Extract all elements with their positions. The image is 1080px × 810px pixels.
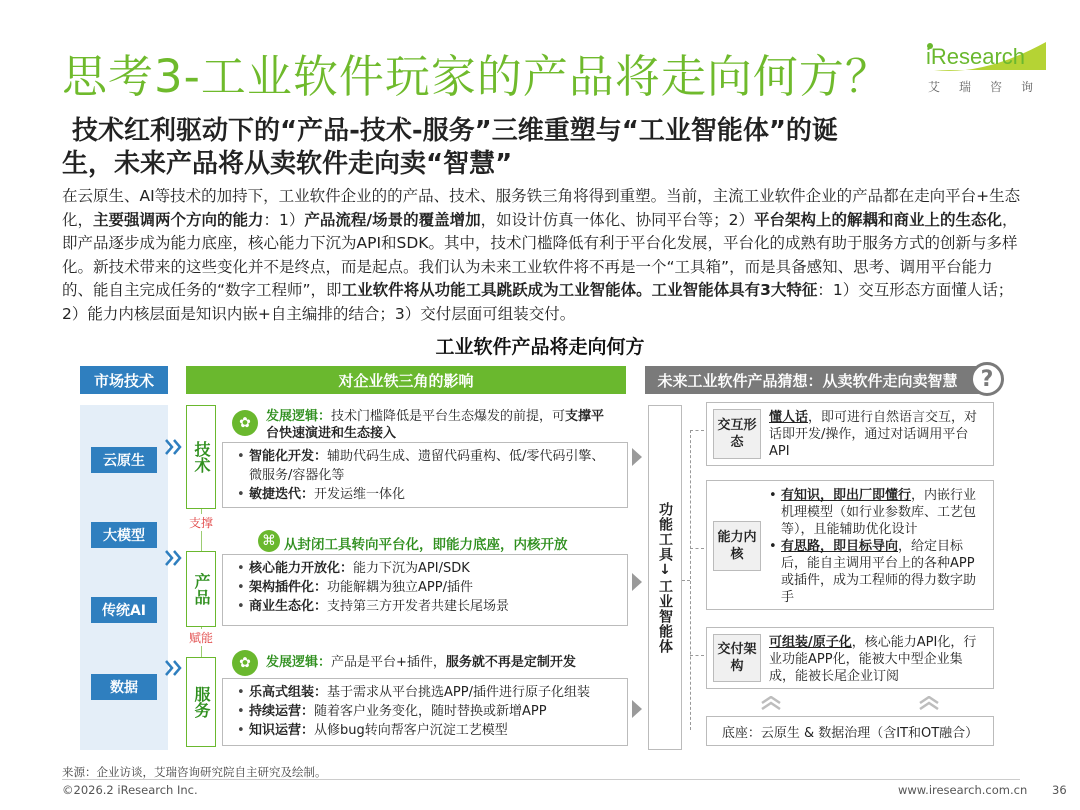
bullet-bold: 持续运营：: [249, 704, 315, 719]
future-base-box: 底座：云原生 & 数据治理（含IT和OT融合）: [706, 716, 994, 746]
body-bold-3: 平台架构上的解耦和商业上的生态化: [753, 210, 1002, 229]
future-interaction-bold: 懂人话: [769, 410, 809, 425]
market-item-data: 数据: [91, 674, 157, 700]
subtitle-line-1: 技术红利驱动下的“产品-技术-服务”三维重塑与“工业智能体”的诞: [72, 116, 838, 146]
stage-service: [186, 657, 216, 747]
future-delivery-label: 交付架构: [713, 634, 761, 682]
market-item-llm: 大模型: [91, 522, 157, 548]
bullet-bold: 乐高式组装：: [249, 685, 328, 700]
list-item: [237, 683, 617, 702]
stage-product-label: 产品: [192, 573, 211, 605]
bracket-arrow: [682, 580, 690, 581]
service-logic-body: 产品是平台+插件，: [331, 655, 446, 670]
bullet-text: 功能解耦为独立APP/插件: [327, 580, 473, 595]
double-chevron-icon: [164, 437, 184, 457]
transformation-label: 功能工具↓工业智能体: [657, 501, 673, 654]
header-impact: 对企业铁三角的影响: [186, 366, 626, 394]
header-future-label: 未来工业软件产品猜想：从卖软件走向卖智慧: [657, 371, 958, 390]
brain-icon: ✿: [232, 650, 258, 676]
future-core-text: [769, 487, 985, 606]
svg-text:iResearch: iResearch: [926, 44, 1026, 69]
iresearch-logo-icon: [924, 40, 1048, 74]
stage-tech: [186, 405, 216, 509]
brain-icon: ✿: [232, 410, 258, 436]
future-interaction-text: [769, 409, 985, 460]
future-interaction-body: ，即可进行自然语言交互，对话即开发/操作，通过对话调用平台API: [769, 410, 978, 459]
arrow-right-icon: [632, 448, 642, 466]
tech-bullets-box: [222, 442, 628, 508]
core-item-bold: 有思路，即目标导向: [781, 539, 899, 554]
stage-service-label: 服务: [192, 686, 211, 718]
body-paragraph: [62, 185, 1022, 326]
bullet-text: 支持第三方开发者共建长尾场景: [327, 599, 510, 614]
bullet-bold: 商业生态化：: [249, 599, 328, 614]
tech-logic-bold: 支撑平台快速演进和生态接入: [266, 409, 605, 441]
stage-link-enable: 赋能: [189, 631, 214, 645]
future-delivery-body: ，核心能力API化，行业功能APP化，能被大中型企业集成，能被长尾企业订阅: [769, 635, 977, 684]
bullet-bold: 架构插件化：: [249, 580, 328, 595]
body-text-2: ：1）: [263, 210, 305, 229]
core-item-text: ，给定目标后，能自主调用平台上的各种APP或插件，成为工程师的得力数字助手: [781, 539, 977, 605]
bracket-line: [690, 430, 691, 730]
future-delivery-bold: 可组装/原子化: [769, 635, 852, 650]
tech-logic-text: [266, 408, 616, 442]
future-core-list: [769, 487, 985, 606]
future-core-box: [706, 480, 994, 610]
list-item: [237, 447, 617, 485]
header-future: [645, 366, 1000, 394]
bullet-text: 辅助代码生成、遗留代码重构、低/零代码引擎、微服务/容器化等: [249, 449, 605, 483]
double-chevron-icon: [164, 548, 184, 568]
chevron-up-icon: [760, 696, 782, 710]
bullet-bold: 敏捷迭代：: [249, 487, 315, 502]
body-bold-4: 工业软件将从功能工具跳跃成为工业智能体。工业智能体具有3大特征: [341, 281, 818, 299]
bracket-arrow: [690, 430, 704, 431]
service-logic-text: [266, 654, 616, 671]
question-icon: ?: [970, 362, 1004, 396]
market-item-cloud-native: 云原生: [91, 447, 157, 473]
product-bullets-box: [222, 554, 628, 626]
list-item: [769, 487, 985, 538]
double-chevron-icon: [164, 658, 184, 678]
chevron-up-icon: [918, 696, 940, 710]
core-item-bold: 有知识，即出厂即懂行: [781, 488, 912, 503]
page-title: 思考3-工业软件玩家的产品将走向何方？: [62, 50, 891, 103]
list-item: [237, 702, 617, 721]
list-item: [769, 538, 985, 606]
list-item: [237, 578, 617, 597]
stage-link-support: 支撑: [189, 516, 214, 530]
list-item: [237, 559, 617, 578]
tech-logic-label: 发展逻辑：: [266, 409, 332, 424]
future-interaction-label: 交互形态: [713, 409, 761, 459]
tech-bullet-list: [223, 443, 627, 508]
source-note: 来源：企业访谈，艾瑞咨询研究院自主研究及绘制。: [62, 765, 327, 779]
product-bullet-list: [223, 555, 627, 620]
bullet-text: 基于需求从平台挑选APP/插件进行原子化组装: [327, 685, 590, 700]
list-item: [237, 597, 617, 616]
bullet-text: 随着客户业务变化，随时替换或新增APP: [314, 704, 547, 719]
logo-subtitle: 艾瑞咨询: [928, 80, 1053, 94]
bracket-arrow: [690, 548, 704, 549]
bullet-bold: 核心能力开放化：: [249, 561, 354, 576]
arrow-right-icon: [632, 700, 642, 718]
market-item-traditional-ai: 传统AI: [91, 597, 157, 623]
website-link[interactable]: www.iresearch.com.cn: [898, 783, 1028, 797]
bracket-arrow: [690, 655, 704, 656]
bullet-text: 从修bug转向帮客户沉淀工艺模型: [314, 723, 508, 738]
page-number: 36: [1052, 783, 1067, 797]
iresearch-logo: [922, 36, 1053, 96]
subtitle: [62, 115, 1022, 181]
future-core-label: 能力内核: [713, 521, 761, 571]
future-interaction-box: [706, 402, 994, 466]
service-logic-label: 发展逻辑：: [266, 655, 332, 670]
body-bold-2: 产品流程/场景的覆盖增加: [304, 210, 481, 229]
service-logic-bold: 服务就不再是定制开发: [445, 655, 576, 670]
transformation-box: [648, 405, 682, 750]
list-item: [237, 485, 617, 504]
network-icon: ⌘: [258, 530, 280, 552]
body-text-3: ，如设计仿真一体化、协同平台等；2）: [480, 210, 754, 229]
body-text-5: ：1）交互形态方面懂人话；2）能力内核层面是知识内嵌+自主编排的结合；3）交付层面可组装交付。: [62, 281, 1014, 323]
product-logic: 从封闭工具转向平台化，即能力底座，内核开放: [284, 537, 568, 553]
bullet-bold: 智能化开发：: [249, 449, 328, 464]
list-item: [237, 721, 617, 740]
diagram-title: 工业软件产品将走向何方: [435, 336, 645, 358]
footer-divider: [62, 779, 1020, 780]
arrow-right-icon: [632, 573, 642, 591]
bullet-text: 能力下沉为API/SDK: [353, 561, 470, 576]
stage-tech-label: 技术: [192, 441, 211, 473]
core-item-text: ，内嵌行业机理模型（如行业参数库、工艺包等），且能辅助优化设计: [781, 488, 977, 537]
tech-logic-body: 技术门槛降低是平台生态爆发的前提，可: [331, 409, 566, 424]
bullet-text: 开发运维一体化: [314, 487, 406, 502]
header-market-tech: 市场技术: [80, 366, 168, 394]
stage-product: [186, 551, 216, 627]
copyright: ©2026.2 iResearch Inc.: [62, 783, 198, 797]
body-text-1: 在云原生、AI等技术的加持下，工业软件企业的的产品、技术、服务铁三角将得到重塑。当前，主流工业软件企业的产品都在走向平台+生态化，: [62, 187, 1021, 229]
future-delivery-box: [706, 627, 994, 689]
bullet-bold: 知识运营：: [249, 723, 315, 738]
body-text-4: ，即产品逐步成为能力底座，核心能力下沉为API和SDK。其中，技术门槛降低有利于平台化发展，平台化的成熟有助于服务方式的创新与多样化。新技术带来的这些变化并不是终点，而是起点。我们认为未来工业软件将不再是一个“工具箱”，而是具备感知、思考、调用平台能力的、能自主完成任务的“数字工程师”，即: [62, 210, 1018, 299]
service-bullets-box: [222, 678, 628, 746]
future-delivery-text: [769, 634, 985, 685]
service-bullet-list: [223, 679, 627, 744]
subtitle-line-2: 生，未来产品将从卖软件走向卖“智慧”: [62, 149, 513, 179]
body-bold-1: 主要强调两个方向的能力: [93, 210, 264, 229]
